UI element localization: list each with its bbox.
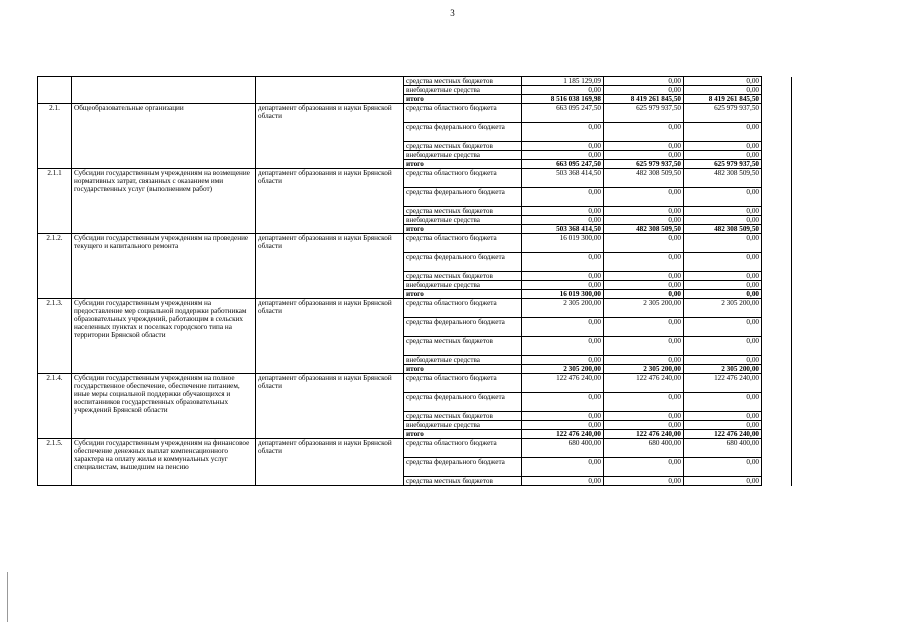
empty-cell xyxy=(762,318,792,337)
item-code: 2.1.2. xyxy=(38,234,72,299)
funding-source: средства местных бюджетов xyxy=(404,412,522,421)
amount-year-1: 0,00 xyxy=(522,458,604,477)
amount-year-3: 0,00 xyxy=(684,281,762,290)
amount-year-3: 0,00 xyxy=(684,216,762,225)
amount-year-1: 680 400,00 xyxy=(522,439,604,458)
amount-year-1: 663 095 247,50 xyxy=(522,104,604,123)
amount-year-2: 0,00 xyxy=(604,281,684,290)
amount-year-3: 122 476 240,00 xyxy=(684,374,762,393)
responsible-department: департамент образования и науки Брянской области xyxy=(256,169,404,234)
amount-year-3: 0,00 xyxy=(684,458,762,477)
funding-row xyxy=(38,299,792,318)
funding-source: средства местных бюджетов xyxy=(404,337,522,356)
funding-source: средства местных бюджетов xyxy=(404,477,522,486)
amount-year-2: 0,00 xyxy=(604,337,684,356)
amount-year-2: 625 979 937,50 xyxy=(604,104,684,123)
funding-source: средства областного бюджета xyxy=(404,234,522,253)
amount-year-2: 482 308 509,50 xyxy=(604,225,684,234)
amount-year-2: 0,00 xyxy=(604,253,684,272)
empty-cell xyxy=(762,365,792,374)
amount-year-2: 0,00 xyxy=(604,123,684,142)
amount-year-2: 482 308 509,50 xyxy=(604,169,684,188)
item-code: 2.1.5. xyxy=(38,439,72,486)
funding-source: средства федерального бюджета xyxy=(404,188,522,207)
empty-cell xyxy=(762,104,792,123)
amount-year-1: 0,00 xyxy=(522,123,604,142)
amount-year-3: 680 400,00 xyxy=(684,439,762,458)
amount-year-1: 0,00 xyxy=(522,356,604,365)
item-code: 2.1.4. xyxy=(38,374,72,439)
funding-source: средства федерального бюджета xyxy=(404,318,522,337)
amount-year-3: 0,00 xyxy=(684,142,762,151)
empty-cell xyxy=(762,216,792,225)
empty-cell xyxy=(762,299,792,318)
funding-source: итого xyxy=(404,365,522,374)
amount-year-3: 0,00 xyxy=(684,412,762,421)
funding-source: средства областного бюджета xyxy=(404,104,522,123)
empty-cell xyxy=(762,477,792,486)
empty-cell xyxy=(762,95,792,104)
empty-cell xyxy=(762,374,792,393)
funding-source: внебюджетные средства xyxy=(404,86,522,95)
responsible-department: департамент образования и науки Брянской области xyxy=(256,299,404,374)
amount-year-1: 16 019 300,00 xyxy=(522,234,604,253)
item-code xyxy=(38,77,72,104)
empty-cell xyxy=(762,253,792,272)
amount-year-2: 0,00 xyxy=(604,188,684,207)
empty-cell xyxy=(762,169,792,188)
page-edge-mark xyxy=(7,572,8,622)
amount-year-1: 0,00 xyxy=(522,216,604,225)
empty-cell xyxy=(762,421,792,430)
funding-source: итого xyxy=(404,95,522,104)
amount-year-3: 625 979 937,50 xyxy=(684,104,762,123)
amount-year-2: 8 419 261 845,50 xyxy=(604,95,684,104)
funding-source: внебюджетные средства xyxy=(404,356,522,365)
empty-cell xyxy=(762,281,792,290)
amount-year-2: 2 305 200,00 xyxy=(604,365,684,374)
empty-cell xyxy=(762,458,792,477)
empty-cell xyxy=(762,207,792,216)
funding-source: средства федерального бюджета xyxy=(404,393,522,412)
amount-year-3: 122 476 240,00 xyxy=(684,430,762,439)
amount-year-3: 0,00 xyxy=(684,272,762,281)
amount-year-1: 0,00 xyxy=(522,272,604,281)
amount-year-1: 122 476 240,00 xyxy=(522,430,604,439)
amount-year-3: 625 979 937,50 xyxy=(684,160,762,169)
empty-cell xyxy=(762,439,792,458)
amount-year-2: 0,00 xyxy=(604,272,684,281)
funding-source: средства областного бюджета xyxy=(404,169,522,188)
amount-year-2: 0,00 xyxy=(604,86,684,95)
budget-table-body xyxy=(38,77,792,486)
responsible-department xyxy=(256,77,404,104)
amount-year-1: 2 305 200,00 xyxy=(522,365,604,374)
empty-cell xyxy=(762,225,792,234)
empty-cell xyxy=(762,86,792,95)
amount-year-3: 0,00 xyxy=(684,86,762,95)
amount-year-1: 16 019 300,00 xyxy=(522,290,604,299)
funding-source: внебюджетные средства xyxy=(404,216,522,225)
amount-year-2: 0,00 xyxy=(604,393,684,412)
empty-cell xyxy=(762,356,792,365)
amount-year-3: 0,00 xyxy=(684,188,762,207)
amount-year-2: 0,00 xyxy=(604,77,684,86)
funding-source: итого xyxy=(404,290,522,299)
item-code: 2.1.1 xyxy=(38,169,72,234)
amount-year-1: 0,00 xyxy=(522,421,604,430)
amount-year-1: 0,00 xyxy=(522,412,604,421)
amount-year-3: 0,00 xyxy=(684,477,762,486)
amount-year-3: 0,00 xyxy=(684,318,762,337)
funding-source: итого xyxy=(404,160,522,169)
funding-source: внебюджетные средства xyxy=(404,151,522,160)
amount-year-3: 0,00 xyxy=(684,393,762,412)
empty-cell xyxy=(762,393,792,412)
amount-year-3: 0,00 xyxy=(684,234,762,253)
amount-year-3: 0,00 xyxy=(684,207,762,216)
empty-cell xyxy=(762,337,792,356)
empty-cell xyxy=(762,234,792,253)
amount-year-3: 0,00 xyxy=(684,151,762,160)
amount-year-1: 0,00 xyxy=(522,337,604,356)
funding-row xyxy=(38,77,792,86)
funding-source: средства местных бюджетов xyxy=(404,77,522,86)
amount-year-1: 663 095 247,50 xyxy=(522,160,604,169)
item-name xyxy=(72,77,256,104)
amount-year-2: 0,00 xyxy=(604,207,684,216)
amount-year-3: 0,00 xyxy=(684,77,762,86)
funding-source: средства местных бюджетов xyxy=(404,272,522,281)
funding-row xyxy=(38,169,792,188)
amount-year-1: 0,00 xyxy=(522,393,604,412)
funding-source: средства местных бюджетов xyxy=(404,142,522,151)
amount-year-2: 0,00 xyxy=(604,477,684,486)
amount-year-1: 122 476 240,00 xyxy=(522,374,604,393)
funding-source: средства областного бюджета xyxy=(404,439,522,458)
empty-cell xyxy=(762,272,792,281)
empty-cell xyxy=(762,142,792,151)
amount-year-1: 1 185 129,09 xyxy=(522,77,604,86)
amount-year-2: 0,00 xyxy=(604,356,684,365)
amount-year-1: 0,00 xyxy=(522,281,604,290)
budget-table xyxy=(37,76,792,486)
amount-year-1: 2 305 200,00 xyxy=(522,299,604,318)
amount-year-2: 0,00 xyxy=(604,290,684,299)
item-code: 2.1.3. xyxy=(38,299,72,374)
item-name: Субсидии государственным учреждениям на проведение текущего и капитального ремонта xyxy=(72,234,256,299)
funding-source: внебюджетные средства xyxy=(404,421,522,430)
amount-year-1: 503 368 414,50 xyxy=(522,169,604,188)
funding-source: средства областного бюджета xyxy=(404,374,522,393)
funding-row xyxy=(38,374,792,393)
page-number: 3 xyxy=(450,8,455,18)
amount-year-1: 0,00 xyxy=(522,86,604,95)
funding-row xyxy=(38,234,792,253)
amount-year-3: 8 419 261 845,50 xyxy=(684,95,762,104)
amount-year-2: 680 400,00 xyxy=(604,439,684,458)
item-name: Субсидии государственным учреждениям на предоставление мер социальной поддержки работникам образовательных учреждений, работающим в сельских населенных пунктах и поселках городского типа на территории Брянской области xyxy=(72,299,256,374)
item-name: Субсидии государственным учреждениям на возмещение нормативных затрат, связанных с оказанием ими государственных услуг (выполнением работ) xyxy=(72,169,256,234)
empty-cell xyxy=(762,188,792,207)
funding-source: средства местных бюджетов xyxy=(404,207,522,216)
amount-year-3: 2 305 200,00 xyxy=(684,299,762,318)
funding-source: средства федерального бюджета xyxy=(404,253,522,272)
amount-year-1: 0,00 xyxy=(522,188,604,207)
amount-year-3: 0,00 xyxy=(684,356,762,365)
amount-year-1: 0,00 xyxy=(522,318,604,337)
amount-year-2: 0,00 xyxy=(604,458,684,477)
funding-source: средства федерального бюджета xyxy=(404,123,522,142)
amount-year-2: 2 305 200,00 xyxy=(604,299,684,318)
funding-source: итого xyxy=(404,430,522,439)
amount-year-2: 122 476 240,00 xyxy=(604,430,684,439)
amount-year-3: 482 308 509,50 xyxy=(684,169,762,188)
amount-year-2: 0,00 xyxy=(604,421,684,430)
amount-year-1: 0,00 xyxy=(522,151,604,160)
responsible-department: департамент образования и науки Брянской области xyxy=(256,374,404,439)
empty-cell xyxy=(762,123,792,142)
amount-year-2: 0,00 xyxy=(604,142,684,151)
item-name: Субсидии государственным учреждениям на полное государственное обеспечение, обеспечение питанием, иные меры социальной поддержки обучающихся и воспитанников государственных образовательных учреждений Брянской области xyxy=(72,374,256,439)
amount-year-1: 0,00 xyxy=(522,207,604,216)
responsible-department: департамент образования и науки Брянской области xyxy=(256,104,404,169)
amount-year-2: 0,00 xyxy=(604,216,684,225)
responsible-department: департамент образования и науки Брянской области xyxy=(256,439,404,486)
amount-year-3: 482 308 509,50 xyxy=(684,225,762,234)
amount-year-3: 0,00 xyxy=(684,253,762,272)
funding-source: средства федерального бюджета xyxy=(404,458,522,477)
empty-cell xyxy=(762,151,792,160)
amount-year-2: 0,00 xyxy=(604,151,684,160)
amount-year-3: 2 305 200,00 xyxy=(684,365,762,374)
amount-year-1: 0,00 xyxy=(522,477,604,486)
amount-year-1: 0,00 xyxy=(522,142,604,151)
amount-year-2: 122 476 240,00 xyxy=(604,374,684,393)
funding-source: средства областного бюджета xyxy=(404,299,522,318)
empty-cell xyxy=(762,430,792,439)
item-name: Общеобразовательные организации xyxy=(72,104,256,169)
amount-year-2: 0,00 xyxy=(604,318,684,337)
item-name: Субсидии государственным учреждениям на финансовое обеспечение денежных выплат компенсационного характера на оплату жилья и коммунальных услуг специалистам, вышедшим на пенсию xyxy=(72,439,256,486)
responsible-department: департамент образования и науки Брянской области xyxy=(256,234,404,299)
amount-year-2: 0,00 xyxy=(604,412,684,421)
item-code: 2.1. xyxy=(38,104,72,169)
amount-year-3: 0,00 xyxy=(684,290,762,299)
empty-cell xyxy=(762,290,792,299)
empty-cell xyxy=(762,160,792,169)
amount-year-1: 503 368 414,50 xyxy=(522,225,604,234)
amount-year-3: 0,00 xyxy=(684,337,762,356)
empty-cell xyxy=(762,77,792,86)
funding-source: итого xyxy=(404,225,522,234)
amount-year-2: 625 979 937,50 xyxy=(604,160,684,169)
amount-year-3: 0,00 xyxy=(684,123,762,142)
funding-source: внебюджетные средства xyxy=(404,281,522,290)
amount-year-3: 0,00 xyxy=(684,421,762,430)
amount-year-1: 0,00 xyxy=(522,253,604,272)
amount-year-1: 8 516 038 169,98 xyxy=(522,95,604,104)
funding-row xyxy=(38,104,792,123)
amount-year-2: 0,00 xyxy=(604,234,684,253)
empty-cell xyxy=(762,412,792,421)
funding-row xyxy=(38,439,792,458)
